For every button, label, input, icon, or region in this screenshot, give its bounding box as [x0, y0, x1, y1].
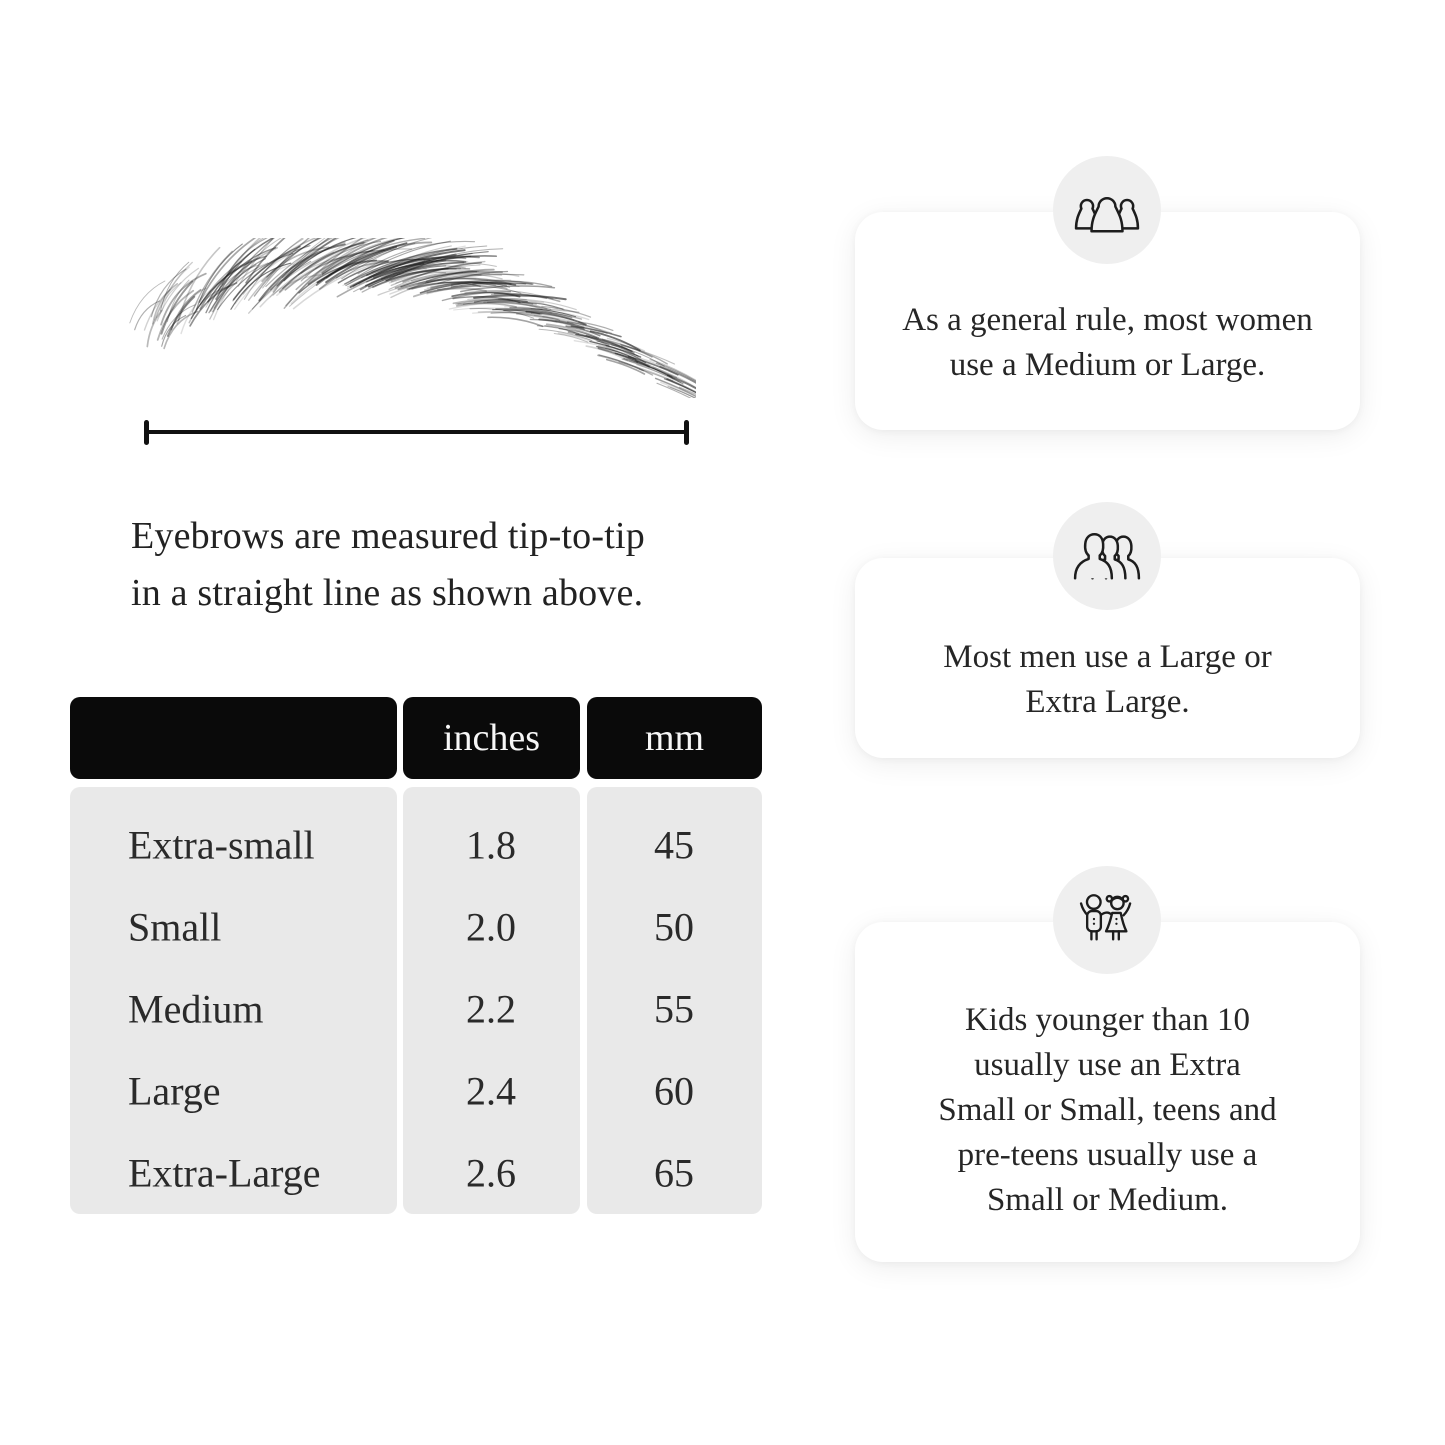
table-header-size-cell — [70, 697, 397, 779]
header-mm-label: mm — [644, 717, 705, 759]
text-line: Small or Small, teens and — [938, 1092, 1277, 1128]
mm-value: 65 — [654, 1150, 694, 1196]
text-line: Most men use a Large or — [943, 639, 1272, 675]
kids-icon — [1073, 889, 1141, 951]
mm-value: 50 — [654, 904, 694, 950]
mm-value: 45 — [654, 822, 694, 868]
header-inches-label: inches — [442, 717, 541, 759]
inches-value: 2.2 — [466, 986, 516, 1032]
table-row — [70, 1050, 762, 1132]
women-icon-circle — [1053, 156, 1161, 264]
table-row — [70, 1132, 762, 1214]
size-label: Medium — [128, 986, 264, 1032]
table-header-inches-cell — [403, 697, 580, 779]
inches-value: 2.4 — [466, 1068, 516, 1114]
measure-line-right-cap — [684, 420, 689, 445]
measure-line — [146, 430, 688, 434]
kids-card-text — [855, 998, 1360, 1223]
caption-line-2: in a straight line as shown above. — [131, 572, 644, 614]
text-line: Small or Medium. — [986, 1182, 1229, 1218]
eyebrow-illustration — [126, 238, 696, 398]
women-group-icon — [1072, 181, 1142, 239]
inches-value: 2.6 — [466, 1150, 516, 1196]
women-card-text — [855, 298, 1360, 388]
inches-value: 2.0 — [466, 904, 516, 950]
text-line: As a general rule, most women — [902, 302, 1313, 338]
text-line: use a Medium or Large. — [949, 347, 1266, 383]
caption-line-1: Eyebrows are measured tip-to-tip — [131, 515, 645, 557]
size-table-rows — [70, 804, 762, 1214]
size-label: Large — [128, 1068, 221, 1114]
mm-value: 60 — [654, 1068, 694, 1114]
text-line: Kids younger than 10 — [964, 1002, 1251, 1038]
size-label: Extra-small — [128, 822, 315, 868]
mm-value: 55 — [654, 986, 694, 1032]
table-row — [70, 804, 762, 886]
men-group-icon — [1072, 527, 1142, 585]
text-line: usually use an Extra — [974, 1047, 1241, 1083]
table-row — [70, 968, 762, 1050]
text-line: pre-teens usually use a — [957, 1137, 1258, 1173]
measurement-caption — [131, 508, 645, 622]
text-line: Extra Large. — [1025, 684, 1190, 720]
size-label: Small — [128, 904, 222, 950]
table-header-mm-cell — [587, 697, 762, 779]
inches-value: 1.8 — [466, 822, 516, 868]
men-card-text — [855, 635, 1360, 725]
table-row — [70, 886, 762, 968]
kids-icon-circle — [1053, 866, 1161, 974]
size-label: Extra-Large — [128, 1150, 321, 1196]
men-icon-circle — [1053, 502, 1161, 610]
